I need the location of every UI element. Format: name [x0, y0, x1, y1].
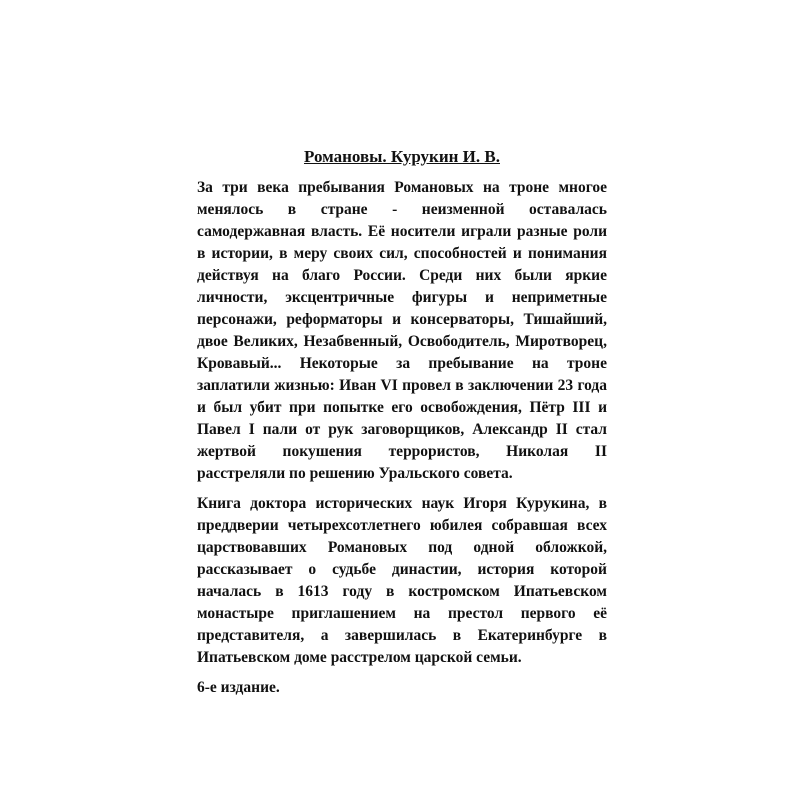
edition-note: 6-е издание.: [197, 679, 280, 696]
document-page: [197, 147, 607, 699]
document-title: Романовы. Курукин И. В.: [303, 147, 500, 166]
paragraph-2: Книга доктора исторических наук Игоря Курукина, в преддверии четырехсотлетнего юбилея собравшая всех царствовавших Романовых под одной обложкой, рассказывает о судьбе династии, история которой началась в 1613 году в костромском Ипатьевском монастыре приглашением на престол первого её представителя, а завершилась в Екатеринбурге в Ипатьевском доме расстрелом царской семьи.: [197, 495, 607, 666]
paragraph-1: За три века пребывания Романовых на троне многое менялось в стране - неизменной оставалась самодержавная власть. Её носители играли разные роли в истории, в меру своих сил, способностей и понимания действуя на благо России. Среди них были яркие личности, эксцентричные фигуры и неприметные персонажи, реформаторы и консерваторы, Тишайший, двое Великих, Незабвенный, Освободитель, Миротворец, Кровавый... Некоторые за пребывание на троне заплатили жизнью: Иван VI провел в заключении 23 года и был убит при попытке его освобождения, Пётр III и Павел I пали от рук заговорщиков, Александр II стал жертвой покушения террористов, Николая II расстреляли по решению Уральского совета.: [197, 179, 607, 482]
